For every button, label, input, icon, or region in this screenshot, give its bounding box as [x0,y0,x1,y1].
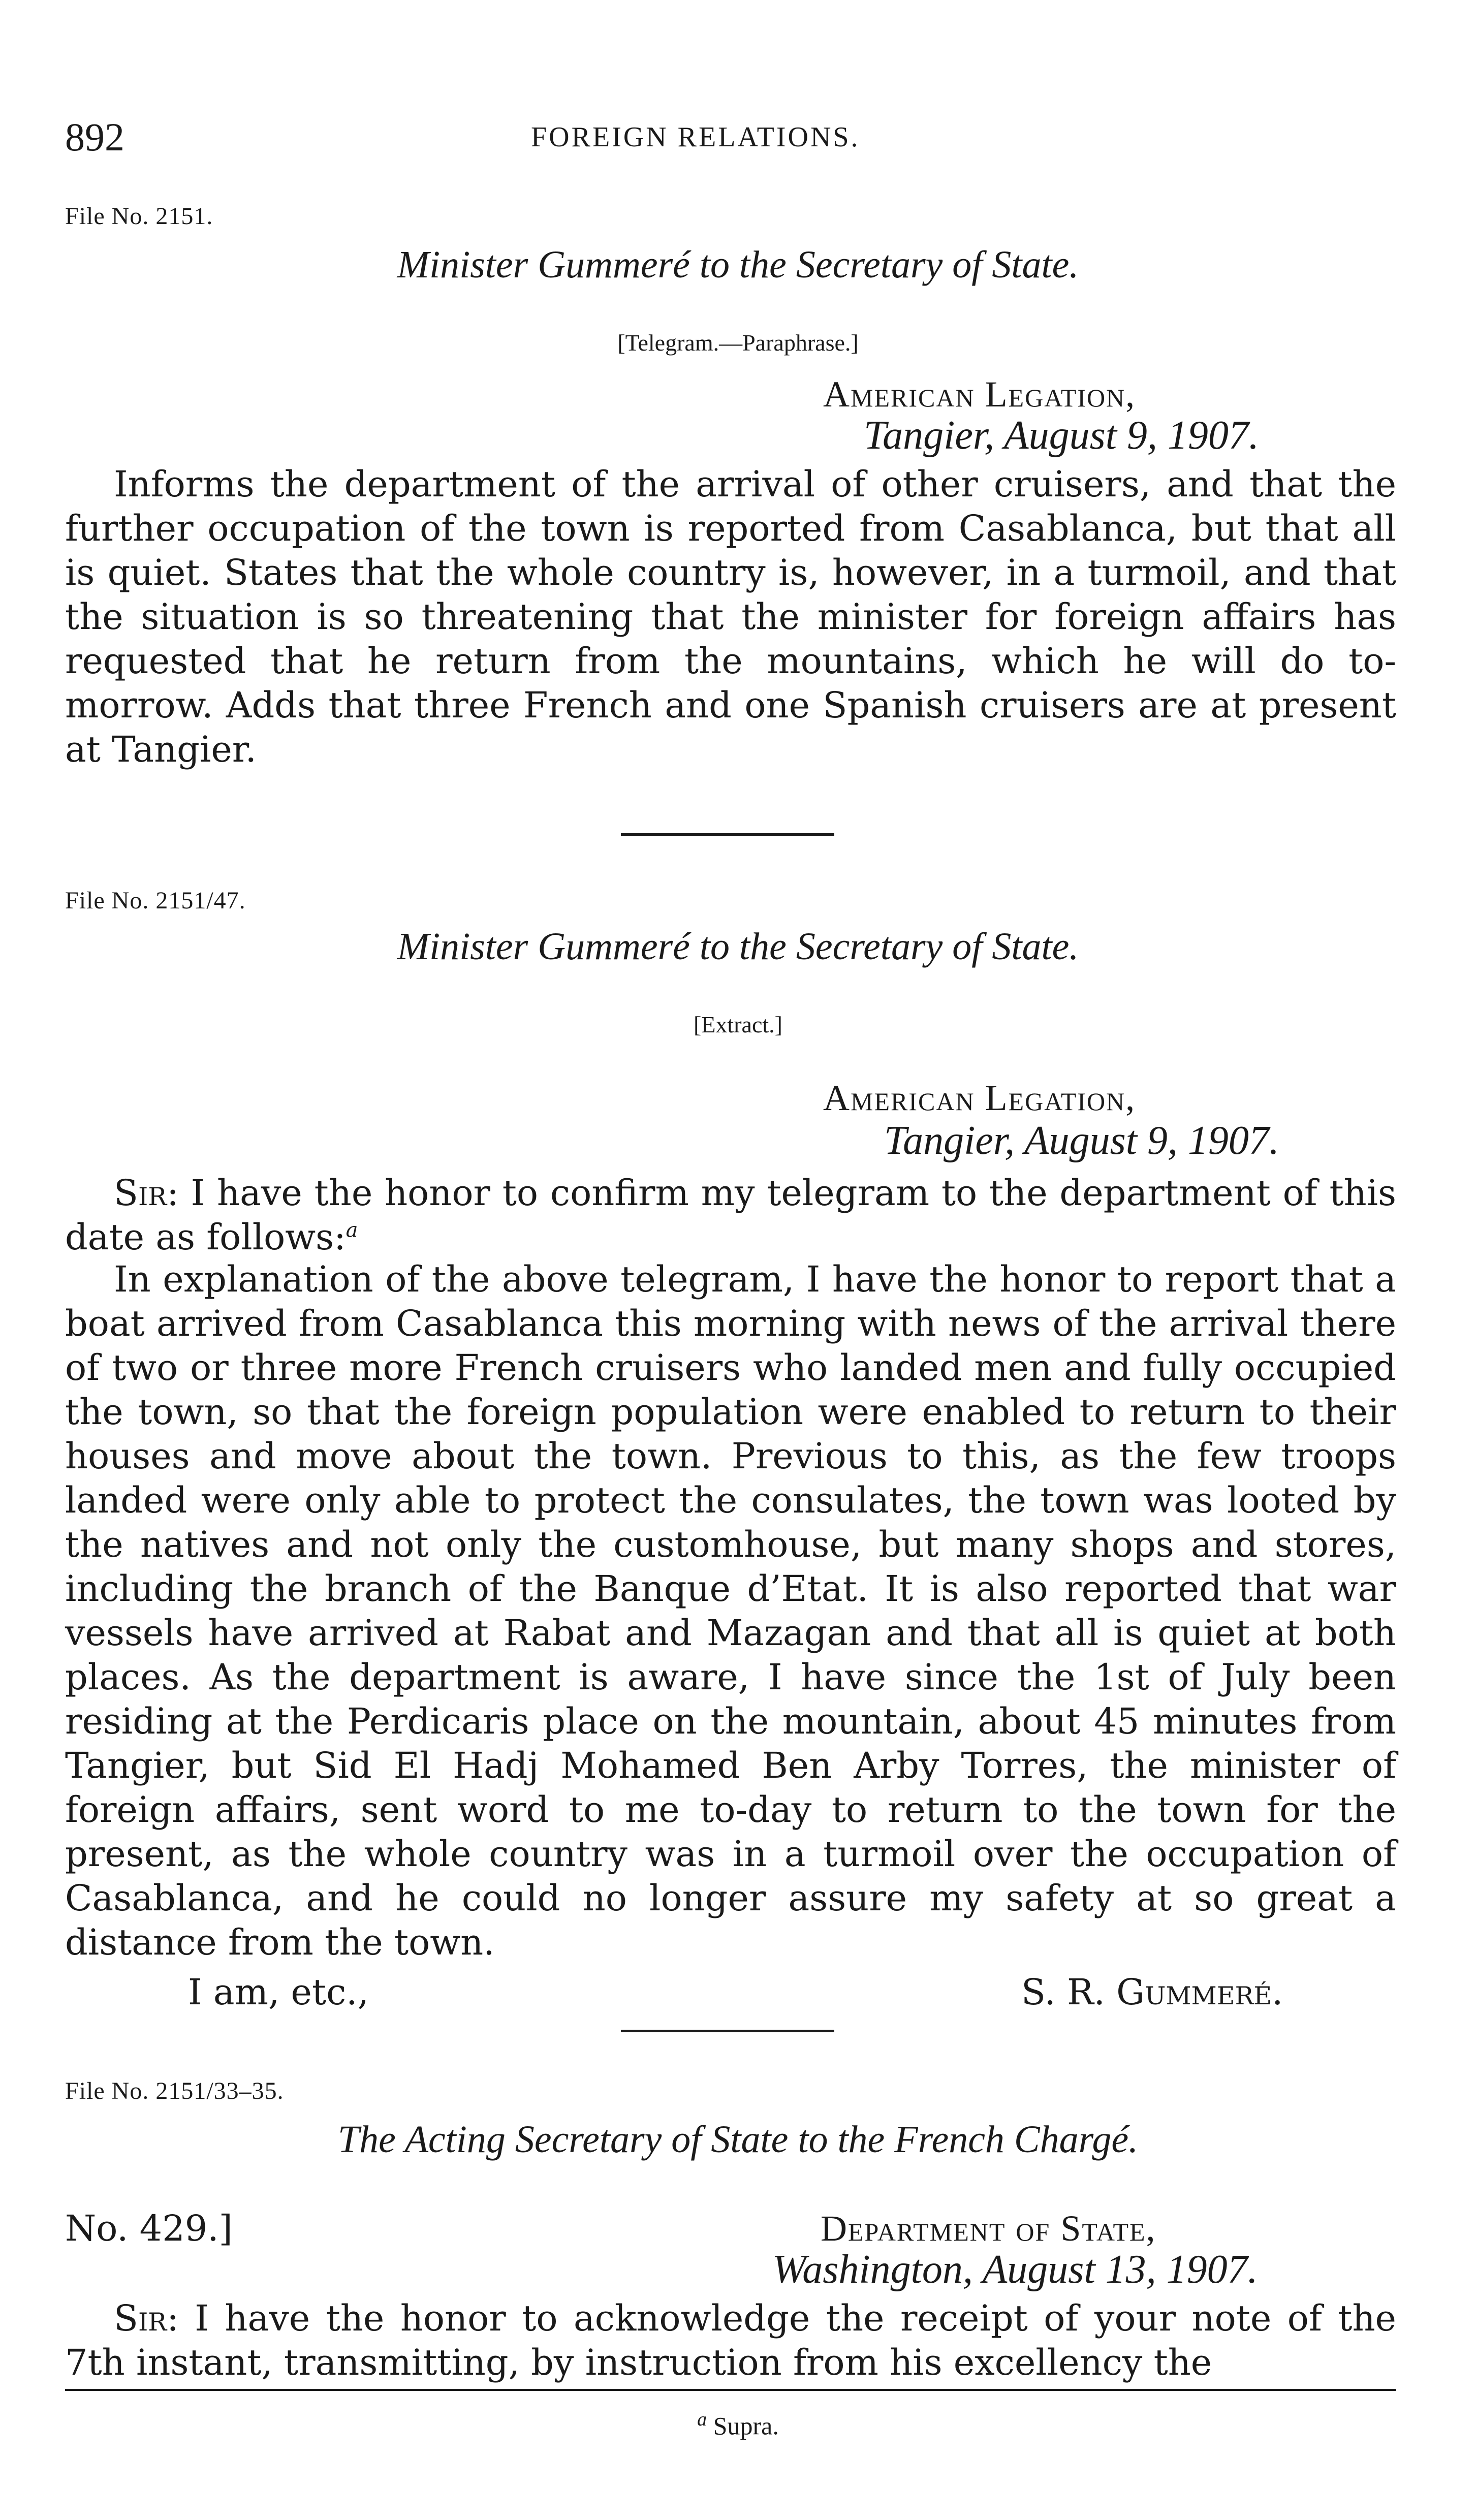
doc2-paragraph-1-text: I have the honor to confirm my telegram to the department of this date as follows: [65,1172,1396,1258]
doc3-department: Department of State, [821,2208,1156,2249]
section-divider [621,2030,834,2032]
doc1-place-date: Tangier, August 9, 1907. [864,413,1259,458]
footnote [0,2408,1476,2441]
footnote-text: Supra. [707,2411,779,2440]
footnote-reference: a [346,1218,358,1242]
doc3-place-date: Washington, August 13, 1907. [772,2247,1258,2292]
doc2-paragraph-2: In explanation of the above telegram, I have the honor to report that a boat arrived from Casablanca this morning with news of the arrival there of two or three more French cruisers who landed men and fully occupied the town, so that the foreign population were enabled to return to their houses and move about the town. Previous to this, as the few troops landed were only able to protect the consulates, the town was looted by the natives and not only the customhouse, but many shops and stores, including the branch of the Banque d’Etat. It is also reported that war vessels have arrived at Rabat and Mazagan and that all is quiet at both places. As the department is aware, I have since the 1st of July been residing at the Perdicaris place on the mountain, about 45 minutes from Tangier, but Sid El Hadj Mohamed Ben Arby Torres, the minister of foreign affairs, sent word to me to-day to return to the town for the present, as the whole country was in a turmoil over the occupation of Casablanca, and he could no longer assure my safety at so great a distance from the town. [65,1258,1396,1963]
doc3-file-number: File No. 2151/33–35. [65,2077,284,2104]
page-number: 892 [65,115,124,159]
doc3-number: No. 429.] [65,2208,233,2249]
doc2-salutation: Sir: [114,1172,179,1214]
doc1-legation: American Legation, [823,374,1136,415]
doc2-paragraph-1 [65,1171,1396,1259]
doc1-subtitle: [Telegram.—Paraphrase.] [617,330,859,356]
doc1-body: Informs the department of the arrival of other cruisers, and that the further occupation of the town is reported from Casablanca, but that all is quiet. States that the whole country is, however, in a turmoil, and that the situation is so threatening that the minister for foreign affairs has requested that he return from the mountains, which he will do to-morrow. Adds that three French and one Spanish cruisers are at present at Tangier. [65,463,1396,770]
doc2-closing: I am, etc., [188,1971,369,2013]
footnote-mark: a [697,2409,707,2430]
doc2-place-date: Tangier, August 9, 1907. [884,1118,1279,1163]
footnote-rule [65,2389,1396,2391]
doc3-paragraph-1 [65,2296,1396,2385]
doc3-title: The Acting Secretary of State to the French Chargé. [337,2118,1139,2161]
doc2-subtitle: [Extract.] [694,1012,782,1037]
doc3-paragraph-1-text: I have the honor to acknowledge the receipt of your note of the 7th instant, transmitting, by instruction from his excellency the [65,2297,1396,2383]
doc1-title: Minister Gummeré to the Secretary of State. [397,243,1079,286]
doc2-signature: S. R. Gummeré. [1021,1971,1283,2013]
doc1-file-number: File No. 2151. [65,203,213,230]
doc2-file-number: File No. 2151/47. [65,887,246,914]
doc2-title: Minister Gummeré to the Secretary of State. [397,925,1079,968]
running-title: FOREIGN RELATIONS. [531,121,860,153]
doc2-legation: American Legation, [823,1078,1136,1118]
doc3-salutation: Sir: [114,2297,179,2339]
section-divider [621,833,834,836]
